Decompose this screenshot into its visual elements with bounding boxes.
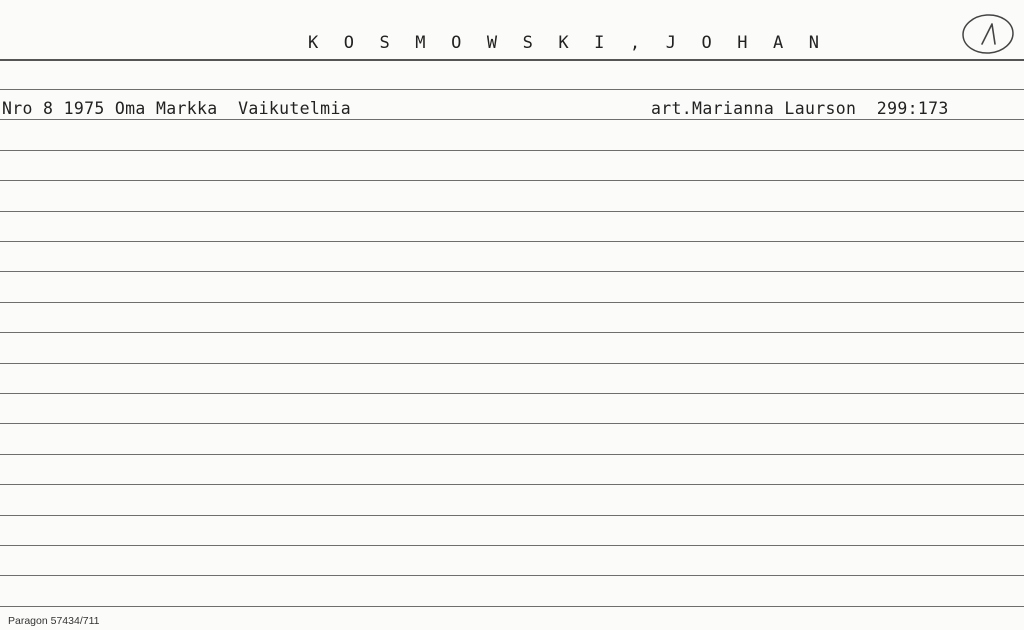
ruled-line [0,150,1024,151]
ruled-line [0,393,1024,394]
printer-mark: Paragon 57434/711 [8,615,100,627]
ruled-line [0,332,1024,333]
ruled-line [0,180,1024,181]
ruled-line [0,515,1024,516]
ruled-line [0,302,1024,303]
entry-publication: Nro 8 1975 Oma Markka Vaikutelmia [2,99,351,118]
ruled-line [0,423,1024,424]
ruled-line [0,271,1024,272]
ruled-line [0,606,1024,607]
ruled-line [0,211,1024,212]
ruled-line [0,241,1024,242]
top-rule [0,59,1024,61]
ruled-line [0,119,1024,120]
ruled-line [0,454,1024,455]
card-number-mark [961,12,1015,56]
ruled-line [0,363,1024,364]
card-heading: K O S M O W S K I , J O H A N [308,33,827,53]
ruled-line [0,484,1024,485]
ruled-line [0,545,1024,546]
ruled-line [0,575,1024,576]
entry-author-reference: art.Marianna Laurson 299:173 [651,99,949,118]
ruled-line [0,89,1024,90]
